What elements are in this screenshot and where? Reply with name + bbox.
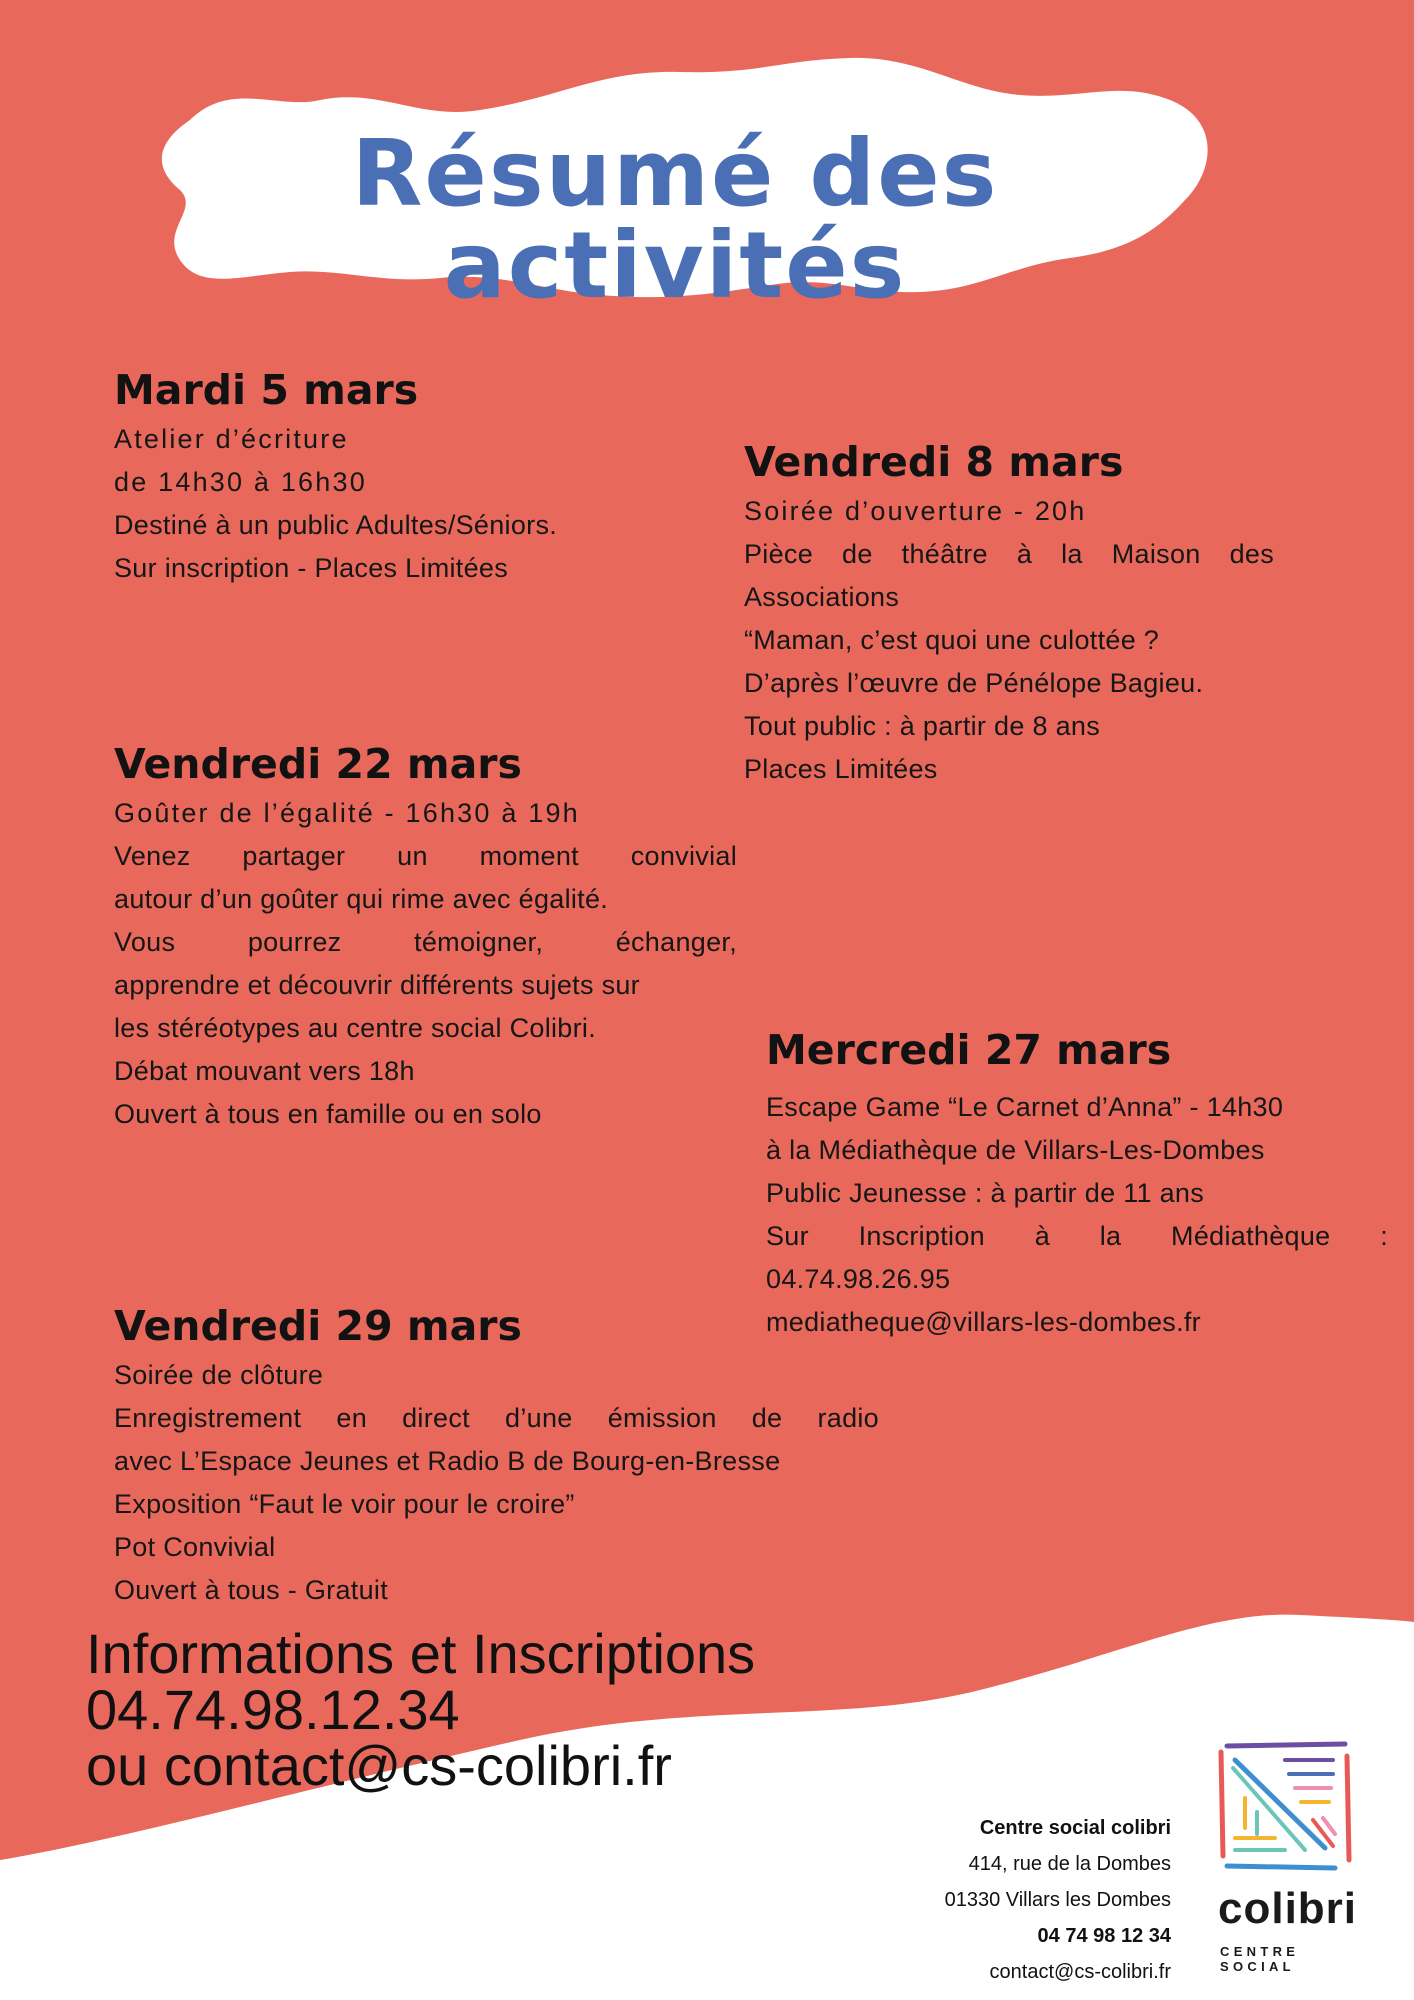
event-line: Soirée d’ouverture - 20h	[744, 496, 1087, 526]
event-line: les stéréotypes au centre social Colibri.	[114, 1013, 597, 1043]
info-title: Informations et Inscriptions	[86, 1622, 756, 1685]
event-line: Pot Convivial	[114, 1532, 276, 1562]
footer-name: Centre social colibri	[979, 1817, 1171, 1839]
event-line: 04.74.98.26.95	[766, 1264, 951, 1294]
event-line: Venez partager un moment convivial	[114, 841, 737, 871]
event-heading: Mercredi 27 mars	[766, 1026, 1172, 1074]
event-line: Sur inscription - Places Limitées	[114, 553, 509, 583]
event-vendredi-29-mars	[114, 1302, 879, 1612]
footer-contact	[771, 1810, 1171, 1990]
event-line: autour d’un goûter qui rime avec égalité.	[114, 884, 609, 914]
event-line: Tout public : à partir de 8 ans	[744, 711, 1101, 741]
info-block	[86, 1622, 756, 1797]
event-line: Débat mouvant vers 18h	[114, 1056, 415, 1086]
event-line: Enregistrement en direct d’une émission de radio	[114, 1403, 879, 1433]
event-line: Places Limitées	[744, 754, 938, 784]
event-vendredi-8-mars	[744, 438, 1274, 791]
footer-city: 01330 Villars les Dombes	[944, 1889, 1171, 1911]
event-line: de 14h30 à 16h30	[114, 467, 367, 497]
event-line: mediatheque@villars-les-dombes.fr	[766, 1307, 1201, 1337]
event-line: avec L’Espace Jeunes et Radio B de Bourg-en-Bresse	[114, 1446, 781, 1476]
event-line: Ouvert à tous en famille ou en solo	[114, 1099, 542, 1129]
event-line: Pièce de théâtre à la Maison des	[744, 539, 1274, 569]
event-line: Ouvert à tous - Gratuit	[114, 1575, 388, 1605]
footer-street: 414, rue de la Dombes	[968, 1853, 1171, 1875]
footer-phone[interactable]: 04 74 98 12 34	[1037, 1925, 1171, 1947]
event-heading: Vendredi 29 mars	[114, 1302, 522, 1350]
event-line: “Maman, c’est quoi une culottée ?	[744, 625, 1160, 655]
event-line: Destiné à un public Adultes/Séniors.	[114, 510, 558, 540]
event-line: Goûter de l’égalité - 16h30 à 19h	[114, 798, 580, 828]
event-line: apprendre et découvrir différents sujets sur	[114, 970, 640, 1000]
event-vendredi-22-mars	[114, 740, 737, 1136]
page-title: Résumé des activités	[351, 120, 999, 319]
event-heading: Vendredi 22 mars	[114, 740, 522, 788]
info-phone[interactable]: 04.74.98.12.34	[86, 1678, 460, 1741]
colibri-logo-icon	[1205, 1738, 1365, 1878]
event-line: D’après l’œuvre de Pénélope Bagieu.	[744, 668, 1204, 698]
event-line: Exposition “Faut le voir pour le croire”	[114, 1489, 575, 1519]
event-line: Vous pourrez témoigner, échanger,	[114, 927, 737, 957]
info-email[interactable]: ou contact@cs-colibri.fr	[86, 1734, 672, 1797]
event-line: Atelier d’écriture	[114, 424, 349, 454]
event-line: Associations	[744, 582, 900, 612]
event-heading: Vendredi 8 mars	[744, 438, 1124, 486]
event-line: Escape Game “Le Carnet d’Anna” - 14h30	[766, 1092, 1284, 1122]
event-mardi-5-mars	[114, 366, 754, 590]
logo-wordmark: colibri	[1218, 1884, 1358, 1933]
event-line: Sur Inscription à la Médiathèque :	[766, 1221, 1388, 1251]
event-heading: Mardi 5 mars	[114, 366, 419, 414]
event-line: Public Jeunesse : à partir de 11 ans	[766, 1178, 1205, 1208]
event-line: à la Médiathèque de Villars-Les-Dombes	[766, 1135, 1265, 1165]
logo-subtitle: CENTRE SOCIAL	[1220, 1944, 1300, 1974]
footer-email[interactable]: contact@cs-colibri.fr	[989, 1961, 1171, 1983]
event-line: Soirée de clôture	[114, 1360, 324, 1390]
event-mercredi-27-mars	[766, 1026, 1388, 1344]
